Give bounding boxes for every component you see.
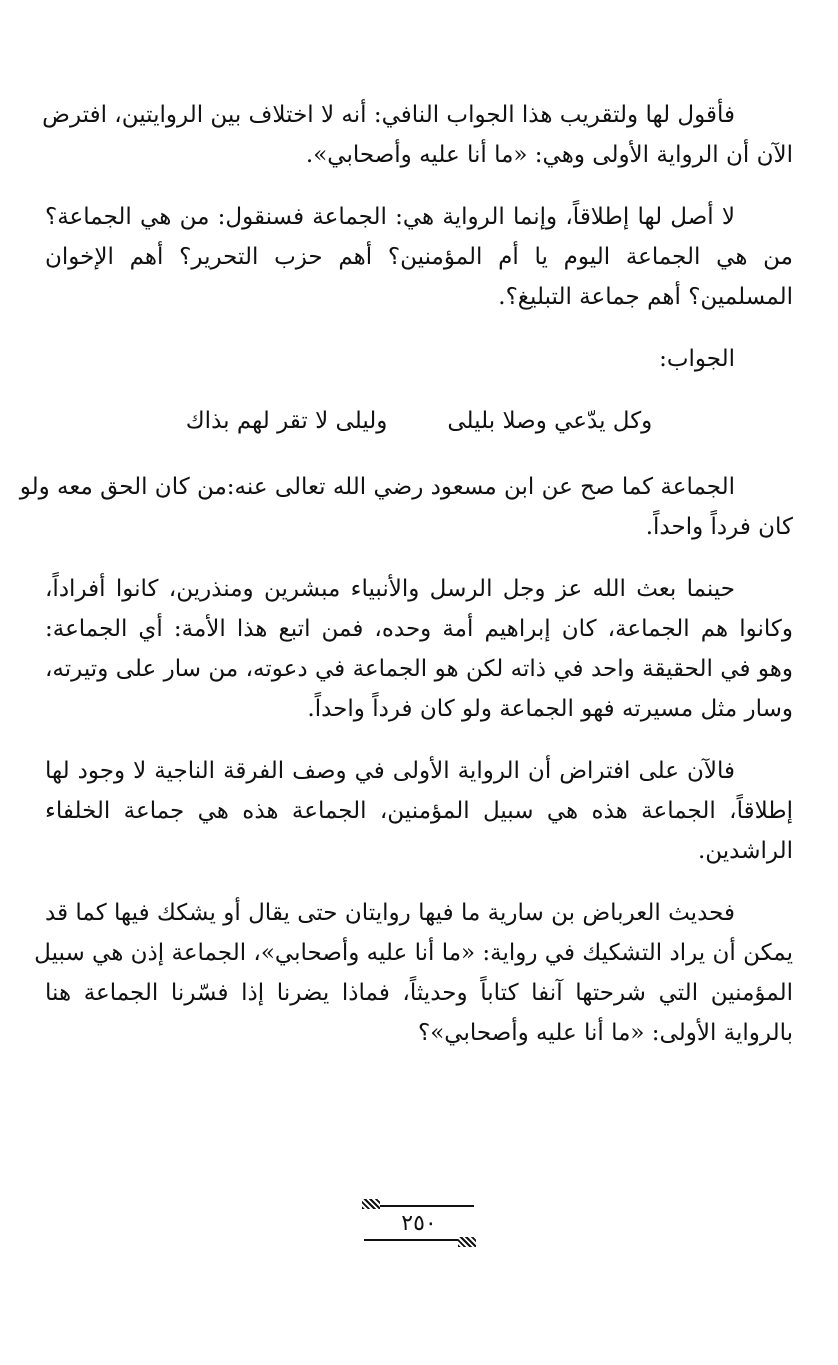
paragraph-3 (45, 339, 793, 379)
text-line: فحديث العرباض بن سارية ما فيها روايتان حتى يقال أو يشكك فيها كما قد (45, 900, 735, 926)
verse-first-hemistich: وكل يدّعي وصلا بليلى (447, 408, 653, 434)
text-line: فأقول لها ولتقريب هذا الجواب النافي: أنه لا اختلاف بين الروايتين، افترض (42, 102, 735, 128)
verse-second-hemistich: وليلى لا تقر لهم بذاك (185, 408, 388, 434)
paragraph-4 (19, 467, 793, 547)
text-line: إطلاقاً، الجماعة هذه هي سبيل المؤمنين، الجماعة هذه هي جماعة الخلفاء (45, 798, 793, 824)
poetry-verse (45, 401, 793, 441)
text-line: يمكن أن يراد التشكيك في رواية: «ما أنا عليه وأصحابي»، الجماعة إذن هي سبيل (34, 940, 793, 966)
text-line: كان فرداً واحداً. (645, 514, 793, 540)
text-line: الجماعة كما صح عن ابن مسعود رضي الله تعالى عنه:من كان الحق معه ولو (19, 474, 735, 500)
answer-label: الجواب: (659, 346, 735, 372)
text-line: وكانوا هم الجماعة، كان إبراهيم أمة وحده، فمن اتبع هذا الأمة: أي الجماعة: (45, 616, 793, 642)
corner-ornament-icon (458, 1237, 476, 1247)
text-line: من هي الجماعة اليوم يا أم المؤمنين؟ أهم حزب التحرير؟ أهم الإخوان (45, 244, 793, 270)
page-number-box (364, 1205, 474, 1241)
page-number: ٢٥٠ (401, 1210, 437, 1236)
paragraph-6 (45, 751, 793, 871)
text-line: الآن أن الرواية الأولى وهي: «ما أنا عليه وأصحابي». (305, 142, 793, 168)
paragraph-1 (42, 95, 793, 175)
text-line: المسلمين؟ أهم جماعة التبليغ؟. (498, 284, 793, 310)
text-line: الراشدين. (697, 838, 793, 864)
paragraph-5 (45, 569, 793, 729)
page-number-frame (0, 1205, 838, 1241)
text-line: المؤمنين التي شرحتها آنفا كتاباً وحديثاً، فماذا يضرنا إذا فسّرنا الجماعة هنا (45, 980, 793, 1006)
corner-ornament-icon (362, 1199, 380, 1209)
text-line: حينما بعث الله عز وجل الرسل والأنبياء مبشرين ومنذرين، كانوا أفراداً، (45, 576, 735, 602)
paragraph-7 (34, 893, 793, 1053)
text-line: فالآن على افتراض أن الرواية الأولى في وصف الفرقة الناجية لا وجود لها (45, 758, 735, 784)
text-line: وسار مثل مسيرته فهو الجماعة ولو كان فرداً واحداً. (307, 696, 793, 722)
paragraph-2 (45, 197, 793, 317)
text-line: لا أصل لها إطلاقاً، وإنما الرواية هي: الجماعة فسنقول: من هي الجماعة؟ (45, 204, 735, 230)
text-line: بالرواية الأولى: «ما أنا عليه وأصحابي»؟ (418, 1020, 793, 1046)
text-line: وهو في الحقيقة واحد في ذاته لكن هو الجماعة في دعوته، من سار على وتيرته، (45, 656, 793, 682)
